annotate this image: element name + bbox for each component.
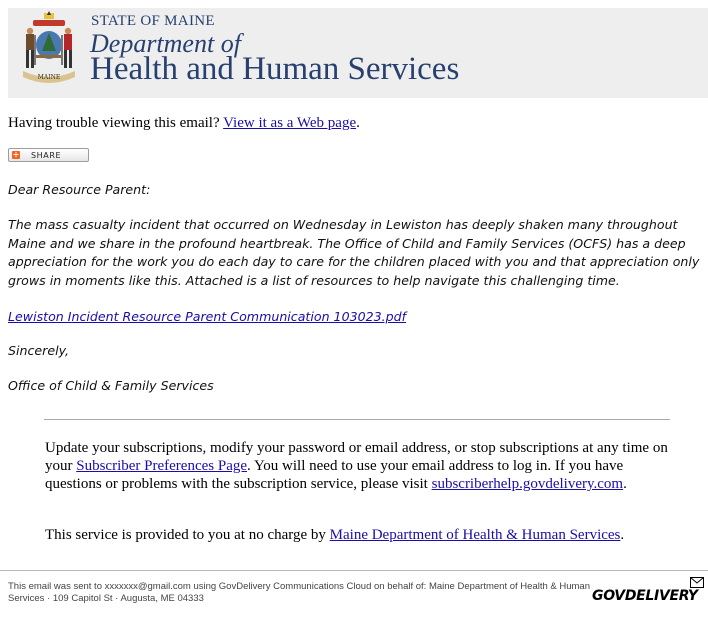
- state-seal-icon: [20, 11, 78, 87]
- trouble-period: .: [356, 115, 360, 131]
- agency-name: Health and Human Services: [90, 51, 460, 87]
- subscriber-preferences-link[interactable]: Subscriber Preferences Page: [76, 458, 248, 474]
- attachment-line: [8, 308, 704, 327]
- share-label: SHARE: [31, 151, 62, 160]
- footer-divider: [0, 570, 708, 571]
- subscriber-help-link[interactable]: subscriberhelp.govdelivery.com: [431, 476, 624, 492]
- message-body: The mass casualty incident that occurred on Wednesday in Lewiston has deeply shaken many throughout Maine and we share in the profound heartbreak. The Office of Child and Family Services (OCFS) has a deep appreciation for the work you do each day to care for the children placed with you and that appreciation only grows in moments like this. Attached is a list of resources to help navigate this challenging time.: [8, 217, 700, 288]
- service-text-b: .: [620, 527, 625, 543]
- govdelivery-logo-text: GOVDELIVERY: [592, 588, 698, 604]
- state-label: STATE OF MAINE: [91, 13, 215, 29]
- subscription-text-b: . You will need to use your email address to log in. If you have questions or problems with the subscription service, please visit: [45, 458, 624, 492]
- maine-dhhs-link[interactable]: Maine Department of Health & Human Services: [329, 527, 621, 543]
- subscription-text-c: .: [623, 476, 627, 492]
- closing: Sincerely,: [8, 343, 70, 358]
- trouble-text: Having trouble viewing this email?: [8, 115, 220, 131]
- department-label: Department of: [90, 29, 241, 58]
- subscription-text-a: Update your subscriptions, modify your password or email address, or stop subscriptions at any time on your: [45, 440, 668, 474]
- share-button[interactable]: [8, 148, 89, 162]
- service-text-a: This service is provided to you at no charge by: [45, 527, 330, 543]
- divider: [44, 419, 670, 420]
- attachment-link[interactable]: Lewiston Incident Resource Parent Communication 103023.pdf: [8, 309, 407, 324]
- service-note: [45, 526, 675, 544]
- view-web-page-link[interactable]: View it as a Web page: [223, 115, 357, 131]
- greeting: Dear Resource Parent:: [8, 182, 151, 197]
- subscription-info: [45, 439, 675, 493]
- svg-text:MAINE: MAINE: [37, 74, 61, 81]
- view-online-line: [8, 115, 360, 132]
- footer-text: This email was sent to xxxxxxx@gmail.com using GovDelivery Communications Cloud on behalf of: Maine Department of Health & Human Services · 109 Capitol St · Augusta, ME 04333: [8, 581, 590, 604]
- signature: Office of Child & Family Services: [8, 378, 214, 393]
- share-plus-icon: +: [12, 150, 20, 159]
- header-banner: [8, 8, 708, 98]
- govdelivery-logo: [592, 577, 704, 605]
- envelope-icon: [690, 577, 704, 588]
